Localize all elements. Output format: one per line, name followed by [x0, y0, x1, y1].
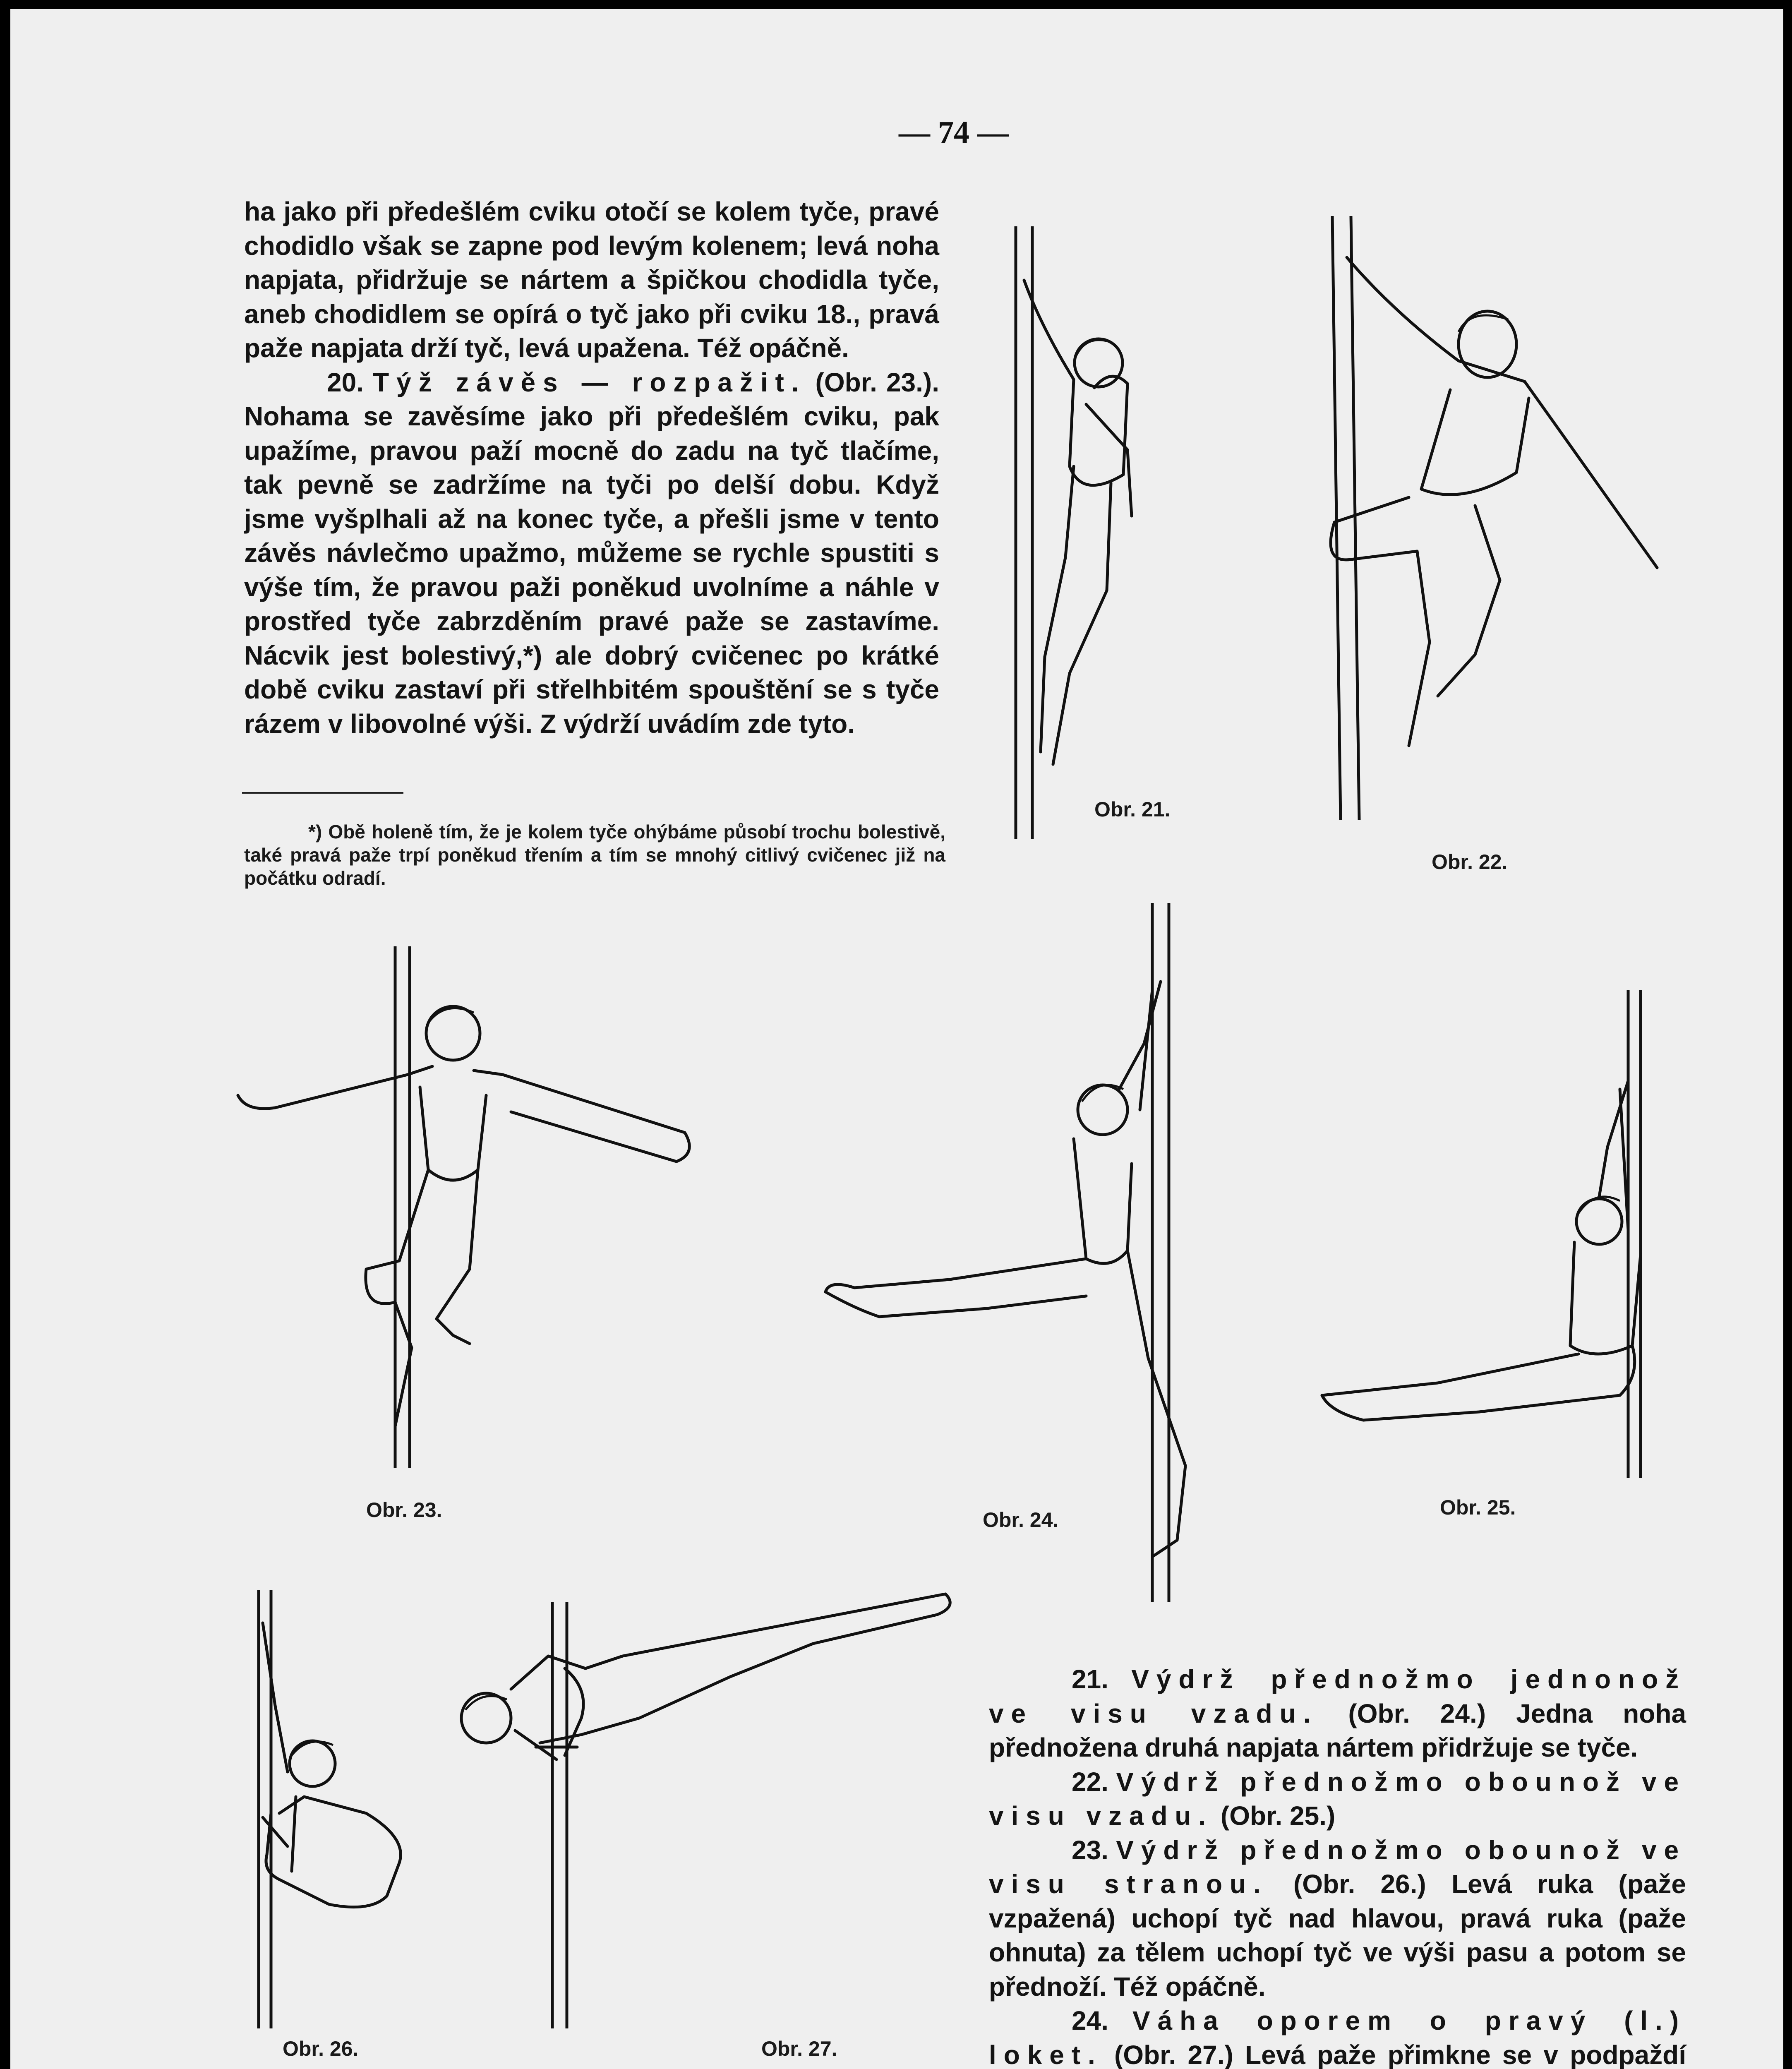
- exercise-24-body: Levá paže přimkne se v podpaždí: [1245, 2040, 1686, 2069]
- exercise-23-ref: (Obr. 26.): [1293, 1869, 1426, 1899]
- exercise-23-body: Levá ruka (paže vzpažená) uchopí tyč nad hlavou, pravá ruka (paže ohnuta) za tělem uchopí tyč ve výši pasu a potom se přednoží. Též opáčně.: [989, 1869, 1686, 2002]
- caption-obr-25: Obr. 25.: [1440, 1496, 1516, 1519]
- page-number: — 74 —: [899, 115, 1009, 150]
- figure-24: [813, 895, 1219, 1611]
- caption-obr-26: Obr. 26.: [283, 2037, 359, 2060]
- exercise-21-body: Jedna noha přednožena druhá napjata nártem přidržuje se tyče.: [989, 1698, 1686, 1762]
- paragraph-continuation: ha jako při předešlém cviku otočí se kolem tyče, pravé chodidlo však se zapne pod levým kolenem; levá noha napjata, přidržuje se nártem a špičkou chodidla tyče, aneb chodidlem se opírá o tyč jako při cviku 18., pravá paže napjata drží tyč, levá upažena. Též opáčně.: [244, 197, 939, 363]
- caption-obr-27: Obr. 27.: [761, 2037, 837, 2060]
- exercise-20-ref: (Obr. 23.).: [815, 367, 940, 397]
- exercise-23-title: Výdrž přednožmo obounož ve visu stranou.: [989, 1835, 1686, 1899]
- exercise-20: [244, 365, 939, 741]
- caption-obr-22: Obr. 22.: [1432, 850, 1508, 874]
- exercise-20-number: 20.: [327, 367, 364, 397]
- exercise-22-ref: (Obr. 25.): [1220, 1801, 1336, 1831]
- figure-22: [1285, 208, 1657, 828]
- exercise-21-ref: (Obr. 24.): [1348, 1698, 1486, 1728]
- figure-21: [974, 218, 1190, 847]
- footnote: [244, 820, 945, 890]
- exercise-24-ref: (Obr. 27.): [1114, 2040, 1233, 2069]
- figure-25: [1314, 982, 1665, 1486]
- exercise-22-title: Výdrž přednožmo obounož ve visu vzadu.: [989, 1767, 1686, 1831]
- exercise-22-number: 22.: [1072, 1767, 1108, 1797]
- exercise-22: [989, 1765, 1686, 1833]
- caption-obr-23: Obr. 23.: [366, 1498, 442, 1522]
- exercise-21-title: Výdrž přednožmo jednonož ve visu vzadu.: [989, 1664, 1686, 1728]
- exercise-23: [989, 1833, 1686, 2004]
- figure-23: [221, 938, 718, 1476]
- exercise-21: [989, 1662, 1686, 1765]
- exercise-20-body: Nohama se zavěsíme jako při předešlém cviku, pak upažíme, pravou paží mocně do zadu na tyč tlačíme, tak pevně se zadržíme na tyči po delší dobu. Když jsme vyšplhali až na konec tyče, a přešli jsme v tento závěs návlečmo upažmo, můžeme se rychle spustiti s výše tím, že pravou paži poněkud uvolníme a náhle v prostřed tyče zabrzděním pravé paže se zastavíme. Nácvik jest bolestivý,*) ale dobrý cvičenec po krátké době cviku zastaví při střelhbitém spouštění se s tyče rázem v libovolné výši. Z výdrží uvádím zde tyto.: [244, 401, 939, 739]
- footnote-rule: [242, 792, 403, 794]
- exercise-24-title: Váha oporem o pravý (l.) loket.: [989, 2006, 1686, 2069]
- caption-obr-21: Obr. 21.: [1094, 798, 1171, 821]
- figure-27: [441, 1582, 962, 2037]
- exercise-24-number: 24.: [1072, 2006, 1108, 2035]
- caption-obr-24: Obr. 24.: [983, 1508, 1059, 1531]
- exercise-24: [989, 2004, 1686, 2069]
- figure-26: [234, 1582, 424, 2037]
- footnote-text: *) Obě holeně tím, že je kolem tyče ohýbáme působí trochu bolestivě, také pravá paže trpí poněkud třením a tím se mnohý citlivý cvičenec již na počátku odradí.: [244, 821, 945, 889]
- text-column-top: [244, 194, 939, 741]
- text-column-bottom: [989, 1662, 1686, 2069]
- page: [10, 9, 1783, 2069]
- exercise-20-title: Týž závěs — rozpažit.: [373, 367, 806, 397]
- exercise-21-number: 21.: [1072, 1664, 1108, 1694]
- exercise-23-number: 23.: [1072, 1835, 1108, 1865]
